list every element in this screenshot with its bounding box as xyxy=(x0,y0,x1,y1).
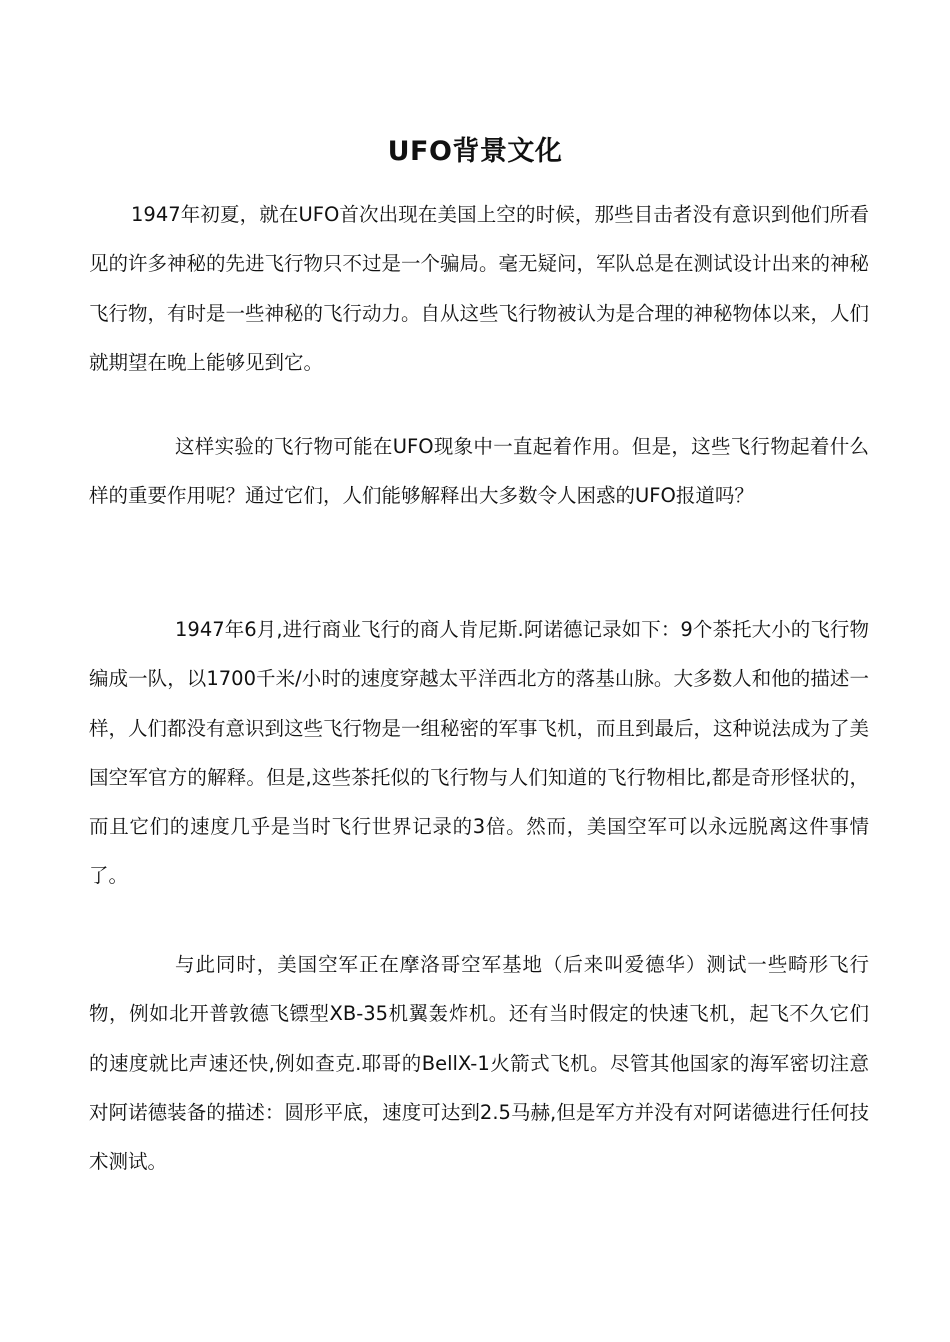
paragraph-3: 1947年6月,进行商业飞行的商人肯尼斯.阿诺德记录如下：9个茶托大小的飞行物编成一队，以1700千米/小时的速度穿越太平洋西北方的落基山脉。大多数人和他的描述一样，人们都没有意识到这些飞行物是一组秘密的军事飞机，而且到最后，这种说法成为了美国空军官方的解释。但是,这些茶托似的飞行物与人们知道的飞行物相比,都是奇形怪状的，而且它们的速度几乎是当时飞行世界记录的3倍。然而，美国空军可以永远脱离这件事情了。 xyxy=(89,618,870,888)
document-title: UFO背景文化 xyxy=(387,136,563,167)
paragraph-2: 这样实验的飞行物可能在UFO现象中一直起着作用。但是，这些飞行物起着什么样的重要作用呢？通过它们，人们能够解释出大多数令人困惑的UFO报道吗？ xyxy=(89,435,869,508)
paragraph-1: 1947年初夏，就在UFO首次出现在美国上空的时候，那些目击者没有意识到他们所看见的许多神秘的先进飞行物只不过是一个骗局。毫无疑问，军队总是在测试设计出来的神秘飞行物，有时是一些神秘的飞行动力。自从这些飞行物被认为是合理的神秘物体以来，人们就期望在晚上能够见到它。 xyxy=(89,203,870,374)
paragraph-4: 与此同时，美国空军正在摩洛哥空军基地（后来叫爱德华）测试一些畸形飞行物，例如北开普敦德飞镖型XB-35机翼轰炸机。还有当时假定的快速飞机，起飞不久它们的速度就比声速还快,例如查克.耶哥的BellX-1火箭式飞机。尽管其他国家的海军密切注意对阿诺德装备的描述：圆形平底，速度可达到2.5马赫,但是军方并没有对阿诺德进行任何技术测试。 xyxy=(89,953,869,1174)
